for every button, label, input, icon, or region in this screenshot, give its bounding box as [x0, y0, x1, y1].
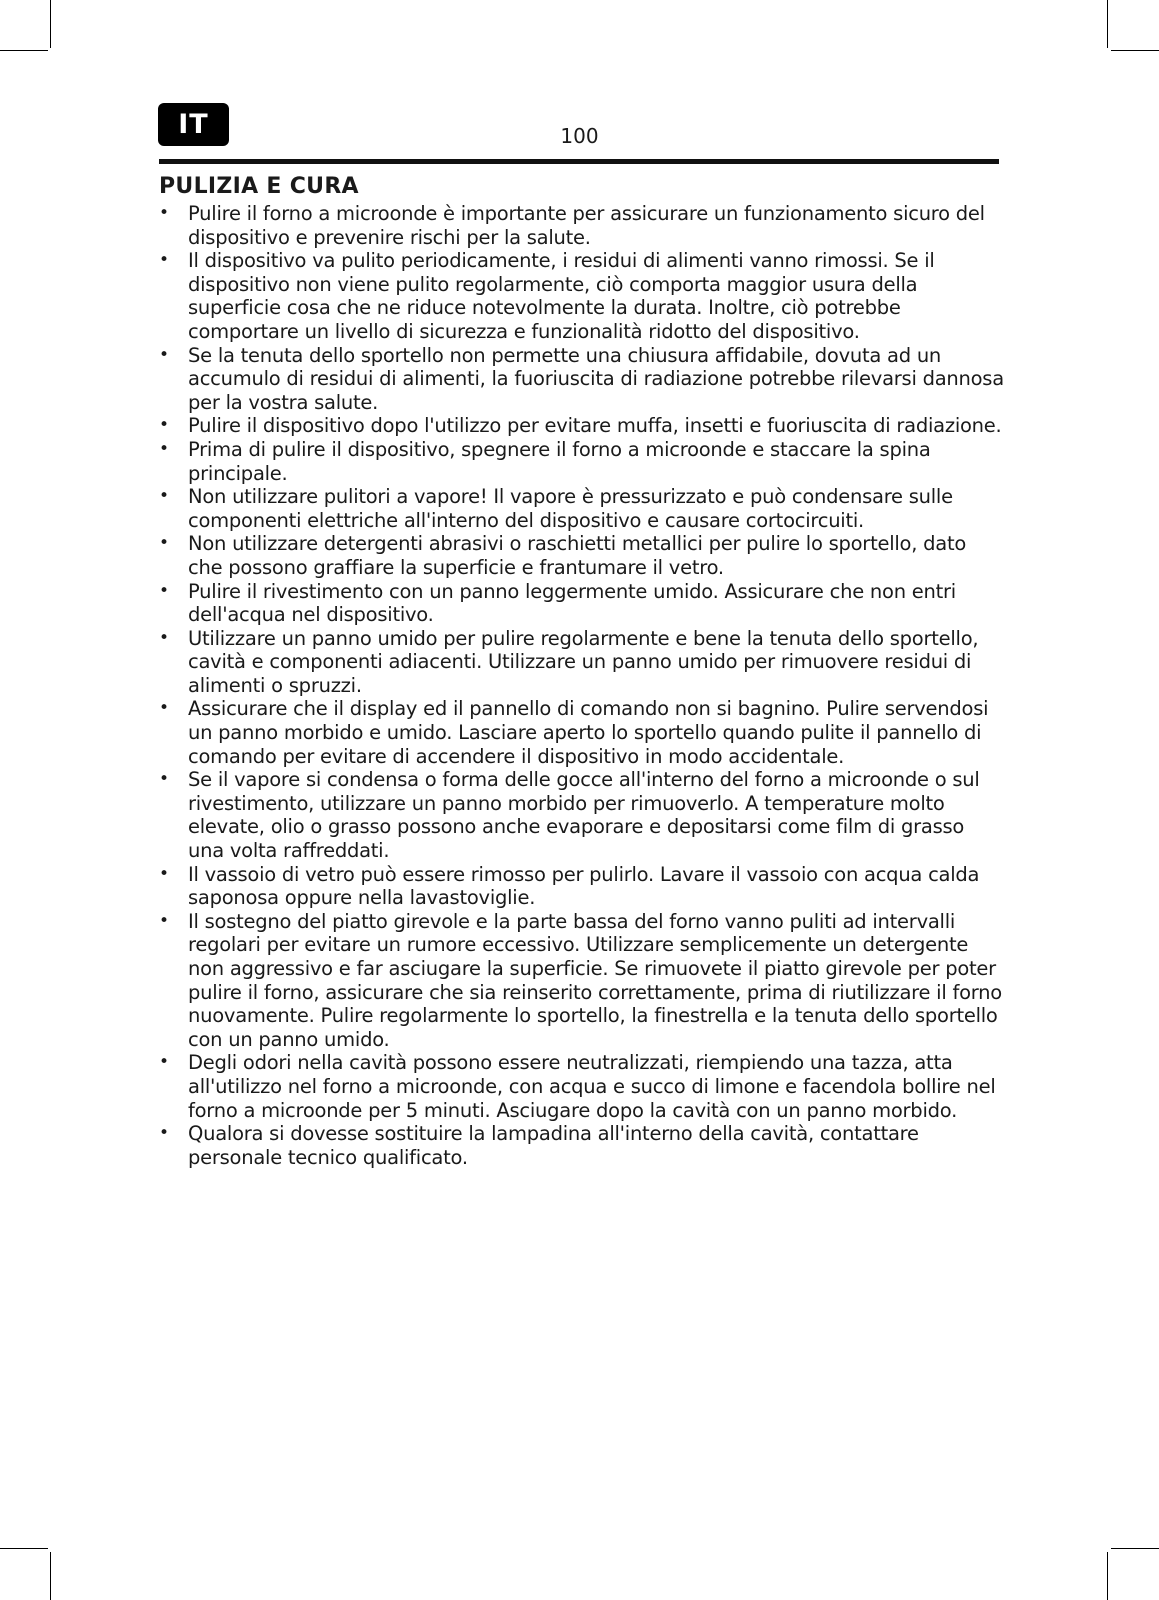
bullet-dot-icon: • [159, 580, 169, 601]
crop-mark [0, 50, 48, 51]
crop-mark [1111, 50, 1159, 51]
crop-mark [50, 0, 51, 48]
list-item-text: Il dispositivo va pulito periodicamente, i residui di alimenti vanno rimossi. Se il dispositivo non viene pulito regolarmente, ciò comporta maggior usura della superficie cosa che ne riduce notevolmente la durata. Inoltre, ciò potrebbe comportare un livello di sicurezza e funzionalità ridotto del dispositivo. [188, 249, 935, 343]
section-title: PULIZIA E CURA [159, 174, 359, 199]
list-item-text: Utilizzare un panno umido per pulire regolarmente e bene la tenuta dello sportello, cavità e componenti adiacenti. Utilizzare un panno umido per rimuovere residui di alimenti o spruzzi. [188, 626, 979, 697]
list-item-text: Prima di pulire il dispositivo, spegnere il forno a microonde e staccare la spina principale. [188, 437, 931, 485]
list-item-text: Se il vapore si condensa o forma delle gocce all'interno del forno a microonde o sul rivestimento, utilizzare un panno morbido per rimuoverlo. A temperature molto elevate, olio o grasso possono anche evaporare e depositarsi come film di grasso una volta raffreddati. [188, 768, 980, 863]
bullet-list [159, 202, 1004, 1169]
list-item [159, 344, 1004, 415]
list-item-text: Non utilizzare detergenti abrasivi o raschietti metallici per pulire lo sportello, dato che possono graffiare la superficie e frantumare il vetro. [188, 532, 967, 579]
list-item [159, 580, 1004, 627]
page-number-text: 100 [560, 124, 599, 148]
list-item-text: Degli odori nella cavità possono essere neutralizzati, riempiendo una tazza, atta all'utilizzo nel forno a microonde, con acqua e succo di limone e facendola bollire nel forno a microonde per 5 minuti. Asciugare dopo la cavità con un panno morbido. [188, 1051, 996, 1122]
bullet-dot-icon: • [159, 203, 169, 223]
bullet-dot-icon: • [159, 438, 169, 459]
bullet-dot-icon: • [159, 533, 169, 554]
main-content [159, 172, 1004, 1169]
crop-mark [50, 1552, 51, 1600]
crop-mark [1107, 1552, 1108, 1600]
list-item-text: Se la tenuta dello sportello non permette una chiusura affidabile, dovuta ad un accumulo di residui di alimenti, la fuoriuscita di radiazione potrebbe rilevarsi dannosa per la vostra salute. [188, 343, 1004, 414]
bullet-dot-icon: • [159, 344, 169, 365]
bullet-dot-icon: • [159, 627, 169, 648]
list-item [159, 249, 1004, 343]
list-item [159, 1122, 1004, 1169]
header-divider [159, 159, 999, 164]
crop-mark [0, 1548, 48, 1549]
bullet-dot-icon: • [159, 250, 169, 271]
crop-mark [1107, 0, 1108, 48]
list-item [159, 202, 1004, 249]
list-item [159, 438, 1004, 485]
bullet-dot-icon: • [159, 1123, 169, 1144]
crop-mark [1111, 1548, 1159, 1549]
language-badge: IT [158, 103, 229, 146]
list-item [159, 910, 1004, 1052]
bullet-dot-icon: • [159, 863, 169, 884]
list-item [159, 414, 1004, 438]
list-item [159, 768, 1004, 862]
list-item [159, 1051, 1004, 1122]
list-item [159, 485, 1004, 532]
list-item [159, 863, 1004, 910]
bullet-dot-icon: • [159, 415, 169, 436]
list-item-text: Non utilizzare pulitori a vapore! Il vapore è pressurizzato e può condensare sulle componenti elettriche all'interno del dispositivo e causare cortocircuiti. [188, 485, 953, 532]
list-item [159, 627, 1004, 698]
list-item [159, 532, 1004, 579]
bullet-dot-icon: • [159, 698, 169, 719]
list-item-text: Il sostegno del piatto girevole e la parte bassa del forno vanno puliti ad intervalli regolari per evitare un rumore eccessivo. Utilizzare semplicemente un detergente non aggressivo e far asciugare la superficie. Se rimuovete il piatto girevole per poter pulire il forno, assicurare che sia reinserito correttamente, prima di riutilizzare il forno nuovamente. Pulire regolarmente lo sportello, la finestrella e la tenuta dello sportello con un panno umido. [188, 909, 1002, 1051]
list-item-text: Pulire il dispositivo dopo l'utilizzo per evitare muffa, insetti e fuoriuscita di radiazione. [188, 414, 1002, 438]
bullet-dot-icon: • [159, 769, 169, 790]
list-item-text: Qualora si dovesse sostituire la lampadina all'interno della cavità, contattare personale tecnico qualificato. [188, 1122, 919, 1169]
list-item-text: Assicurare che il display ed il pannello di comando non si bagnino. Pulire servendosi un panno morbido e umido. Lasciare aperto lo sportello quando pulite il pannello di comando per evitare di accendere il dispositivo in modo accidentale. [188, 697, 989, 768]
list-item-text: Pulire il rivestimento con un panno leggermente umido. Assicurare che non entri dell'acqua nel dispositivo. [188, 579, 956, 627]
bullet-dot-icon: • [159, 486, 169, 507]
list-item [159, 697, 1004, 768]
page-number [0, 124, 1159, 148]
bullet-dot-icon: • [159, 1052, 169, 1073]
list-item-text: Il vassoio di vetro può essere rimosso per pulirlo. Lavare il vassoio con acqua calda saponosa oppure nella lavastoviglie. [188, 862, 980, 910]
bullet-dot-icon: • [159, 910, 169, 931]
list-item-text: Pulire il forno a microonde è importante per assicurare un funzionamento sicuro del dispositivo e prevenire rischi per la salute. [188, 202, 985, 249]
